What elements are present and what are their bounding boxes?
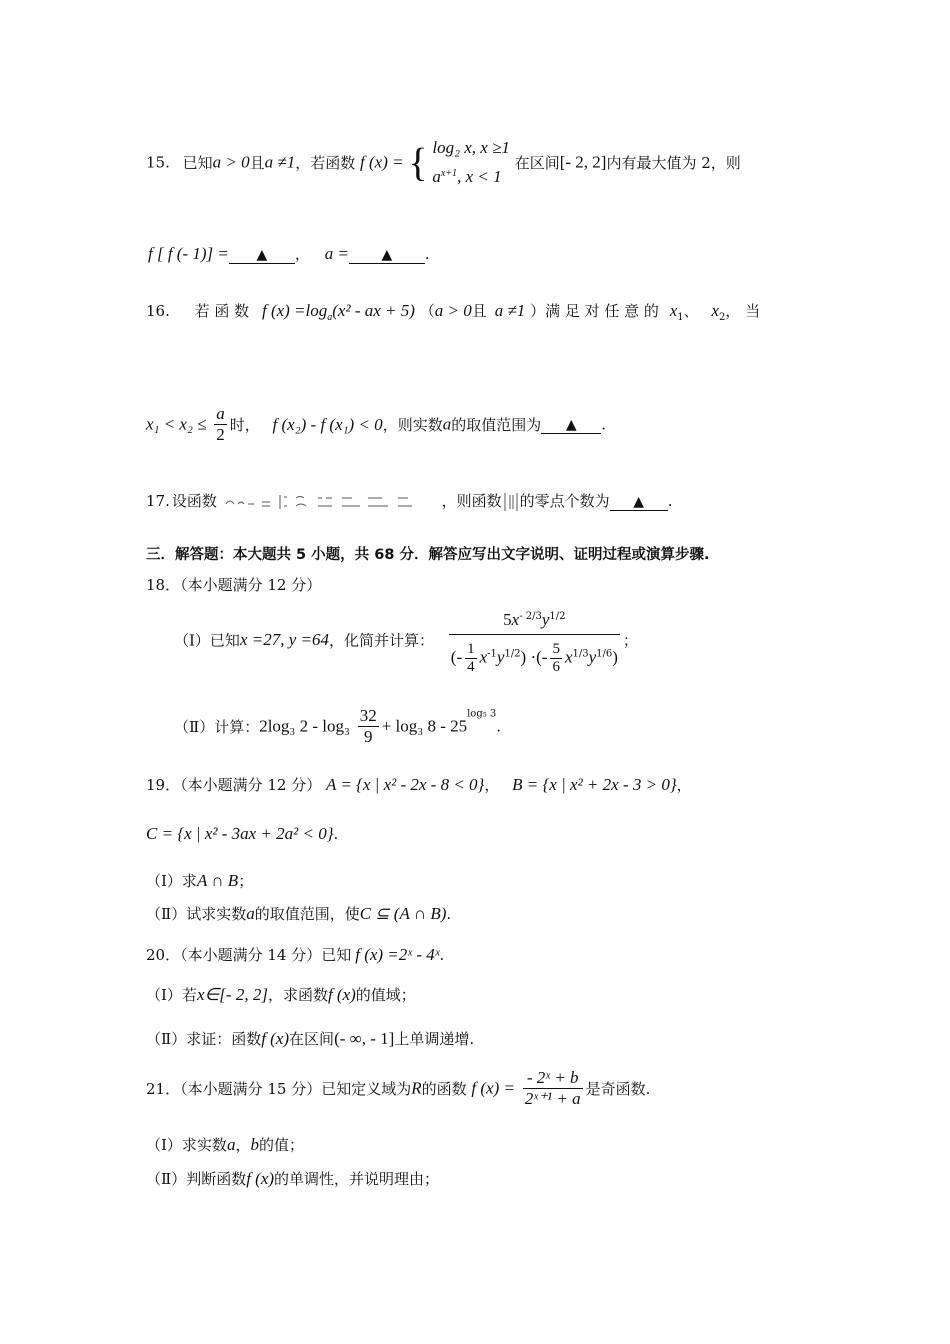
q17-garbled-formula-image: [222, 492, 442, 512]
q21-frac-num: - 2ˣ + b: [523, 1068, 583, 1089]
q16-text: 时，: [229, 416, 260, 434]
answer-triangle-icon: ▲: [381, 247, 393, 263]
q16-cond-a-not-one: a ≠1: [494, 301, 526, 320]
q20-text: 上单调递增.: [394, 1030, 475, 1048]
q17-text: 的零点个数为: [519, 492, 610, 510]
q18-part2-label: （Ⅱ）计算：: [174, 718, 260, 736]
q16-period: .: [601, 415, 606, 434]
q20-text: 的值域；: [355, 986, 416, 1004]
q18-part2-expr1: 2log₃ 2 - log₃: [259, 716, 350, 736]
q16-x1-sub: 1: [677, 312, 684, 323]
q19-semicolon: ；: [238, 872, 254, 890]
q21-function: f (x) =: [471, 1078, 515, 1098]
q20-function: f (x) =2ˣ - 4ˣ: [355, 945, 440, 964]
section-3-heading: 三．解答题：本大题共 5 小题，共 68 分．解答应写出文字说明、证明过程或演算步骤.: [146, 547, 710, 563]
q18-fraction-denominator: (- $\frac{1}{4}$ $x^{-1}y^{1/2}$) ·(- $\frac{5}{6}$ $x^{1/3}y^{1/6}$): [450, 641, 618, 675]
q15-brace: {: [408, 139, 428, 185]
q19-period: .: [333, 825, 339, 843]
q21-text: 是奇函数.: [585, 1080, 651, 1098]
q20-interval: (- ∞, - 1]: [334, 1029, 395, 1048]
q16-inequality: x₁ < x₂ ≤: [146, 414, 207, 434]
q16-text: 的取值范围为: [451, 416, 542, 434]
q15-period: .: [424, 245, 430, 263]
q19-part2-label: （Ⅱ）试求实数: [146, 905, 247, 923]
q18-semicolon: ；: [622, 631, 638, 650]
q19-line2: [146, 824, 338, 844]
q18-p2-frac-num: 32: [359, 706, 377, 725]
q15-case-1: log₂ x, x ≥1: [432, 138, 510, 157]
q20-part1-label: （Ⅰ）若: [146, 986, 197, 1004]
q21-heading: 21．（本小题满分 15 分）已知定义域为: [146, 1080, 412, 1098]
q15-comma: ，: [294, 245, 310, 263]
q16-x2-sub: 2: [718, 312, 726, 323]
q15-cond-a-positive: a > 0: [212, 152, 250, 172]
q16-text: ）满 足 对 任 意 的: [530, 302, 659, 320]
q15-text: 且: [249, 154, 265, 172]
q19-set-c: C = {x | x² - 3ax + 2a² < 0}: [146, 824, 334, 843]
q20-part2: [146, 1028, 474, 1049]
q15-number: 15.: [146, 153, 170, 172]
q20-period: .: [439, 946, 445, 964]
q16-log-arg: (x² - ax + 5): [332, 301, 415, 320]
q15-composite-expr: f [ f (- 1)] =: [148, 244, 229, 263]
q21-f: f (x): [246, 1169, 275, 1188]
q15-text: ，若函数: [295, 154, 356, 172]
q19-heading: 19．（本小题满分 12 分）: [146, 776, 322, 794]
q21-line1: [146, 1068, 650, 1120]
q16-x2: x: [711, 301, 719, 320]
q19-part1: [146, 870, 253, 891]
q17-garbled-function-image: [502, 491, 520, 513]
q19-line1: [146, 774, 692, 795]
q21-R: R: [411, 1078, 422, 1098]
answer-triangle-icon: ▲: [565, 417, 577, 433]
q20-part2-label: （Ⅱ）求证：函数: [146, 1030, 262, 1048]
q21-part1-label: （Ⅰ）求实数: [146, 1136, 227, 1154]
q18-p2-frac-den: 9: [363, 727, 373, 746]
q21-a: a: [226, 1135, 236, 1154]
q16-x1: x: [669, 301, 678, 320]
q19-set-b: B = {x | x² + 2x - 3 > 0}: [512, 775, 677, 794]
answer-triangle-icon: ▲: [633, 494, 645, 510]
q15-piecewise-cases: [432, 135, 510, 190]
answer-triangle-icon: ▲: [256, 247, 268, 263]
q21-comma: ，: [235, 1136, 251, 1154]
q21-text: 的值；: [258, 1136, 304, 1154]
q19-period: .: [446, 905, 452, 923]
q18-part2: [174, 706, 501, 756]
q18-part2-fraction: [358, 706, 379, 747]
q19-part1-label: （Ⅰ）求: [146, 872, 197, 890]
q17-number: 17.: [146, 492, 170, 510]
q15-case-2-rest: , x < 1: [457, 167, 502, 186]
q20-heading: 20．（本小题满分 14 分）已知: [146, 946, 352, 964]
q18-fraction-numerator: $5x^{- 2/3}y^{1/2}$: [449, 604, 620, 635]
q19-set-a: A = {x | x² - 2x - 8 < 0}: [326, 775, 485, 794]
q19-intersection: A ∩ B: [196, 871, 239, 890]
q21-fraction: [523, 1068, 583, 1109]
q20-text: ，求函数: [267, 986, 328, 1004]
q16-fraction: [214, 404, 227, 445]
q15-case-2-base: a: [432, 167, 441, 186]
q18-big-fraction: [449, 604, 620, 676]
q20-f: f (x): [261, 1029, 290, 1048]
q21-text: 的函数: [421, 1080, 467, 1098]
q15-case-2-exp: x+1: [440, 168, 458, 179]
q17-line: [146, 490, 672, 513]
q16-log-base: a: [327, 312, 333, 323]
q16-text: 且: [471, 302, 487, 320]
q18-text: ，化简并计算：: [328, 631, 434, 650]
q18-part2-exponent: log₅ 3: [467, 708, 497, 720]
q21-part2: [146, 1168, 439, 1189]
q19-comma: ，: [484, 776, 500, 794]
q18-part1-label: （Ⅰ）已知: [174, 631, 240, 650]
q16-frac-num: a: [216, 404, 225, 423]
q19-a: a: [246, 904, 255, 923]
q21-part2-label: （Ⅱ）判断函数: [146, 1170, 247, 1188]
q16-line1: [146, 300, 760, 323]
q16-cond-a-positive: a > 0: [434, 301, 472, 320]
q16-sep: 、: [683, 302, 699, 320]
q15-answer-blank-1: [229, 245, 295, 264]
q20-line1: [146, 944, 444, 965]
q19-text: 的取值范围，使: [254, 905, 360, 923]
q18-part1: [174, 604, 638, 694]
q16-line2: [146, 404, 606, 454]
q20-part1: [146, 984, 416, 1005]
q15-text: 内有最大值为 2，则: [606, 154, 741, 172]
q19-part2: [146, 903, 451, 924]
q21-frac-den: 2ˣ⁺¹ + a: [524, 1089, 581, 1108]
q21-b: b: [250, 1135, 259, 1154]
q15-line2: [148, 243, 430, 264]
q16-text: ， 当: [725, 302, 761, 320]
q16-text: 若 函 数: [194, 302, 250, 320]
q16-frac-den: 2: [216, 425, 225, 444]
q16-monotone-expr: f (x₂) - f (x₁) < 0: [272, 414, 383, 434]
q18-period: .: [496, 717, 502, 736]
q19-comma: ，: [676, 776, 692, 794]
q18-heading: 18．（本小题满分 12 分）: [146, 576, 322, 594]
q21-part1: [146, 1134, 304, 1155]
q21-text: 的单调性，并说明理由；: [274, 1170, 440, 1188]
q20-domain: x∈[- 2, 2]: [196, 985, 268, 1004]
q20-text: 在区间: [289, 1030, 335, 1048]
q15-text: 在区间: [514, 154, 560, 172]
q16-text: ，则实数: [382, 416, 443, 434]
q18-part2-expr2: + log₃ 8 - 25: [381, 716, 468, 736]
q16-function: f (x) =log: [261, 301, 328, 320]
q18-condition: x =27, y =64: [239, 630, 329, 649]
q17-period: .: [667, 492, 673, 510]
q15-answer-blank-2: [349, 245, 425, 264]
q16-answer-blank: [541, 415, 601, 434]
q15-function-f: f (x) =: [360, 152, 404, 172]
q15-line1: [146, 135, 741, 187]
q16-number: 16.: [146, 302, 170, 320]
q19-subset-expr: C ⊆ (A ∩ B): [359, 904, 447, 923]
q17-answer-blank: [610, 492, 668, 511]
q16-a: a: [442, 414, 452, 434]
q17-text: ，则函数: [441, 492, 502, 510]
q15-interval: [- 2, 2]: [559, 152, 607, 172]
q15-text: 已知: [182, 154, 213, 172]
q15-cond-a-not-one: a ≠1: [264, 152, 296, 172]
q20-f: f (x): [327, 985, 356, 1004]
q17-text: 设函数: [171, 492, 217, 510]
q15-a-equals: a =: [324, 244, 349, 263]
q16-paren: （: [419, 302, 435, 320]
